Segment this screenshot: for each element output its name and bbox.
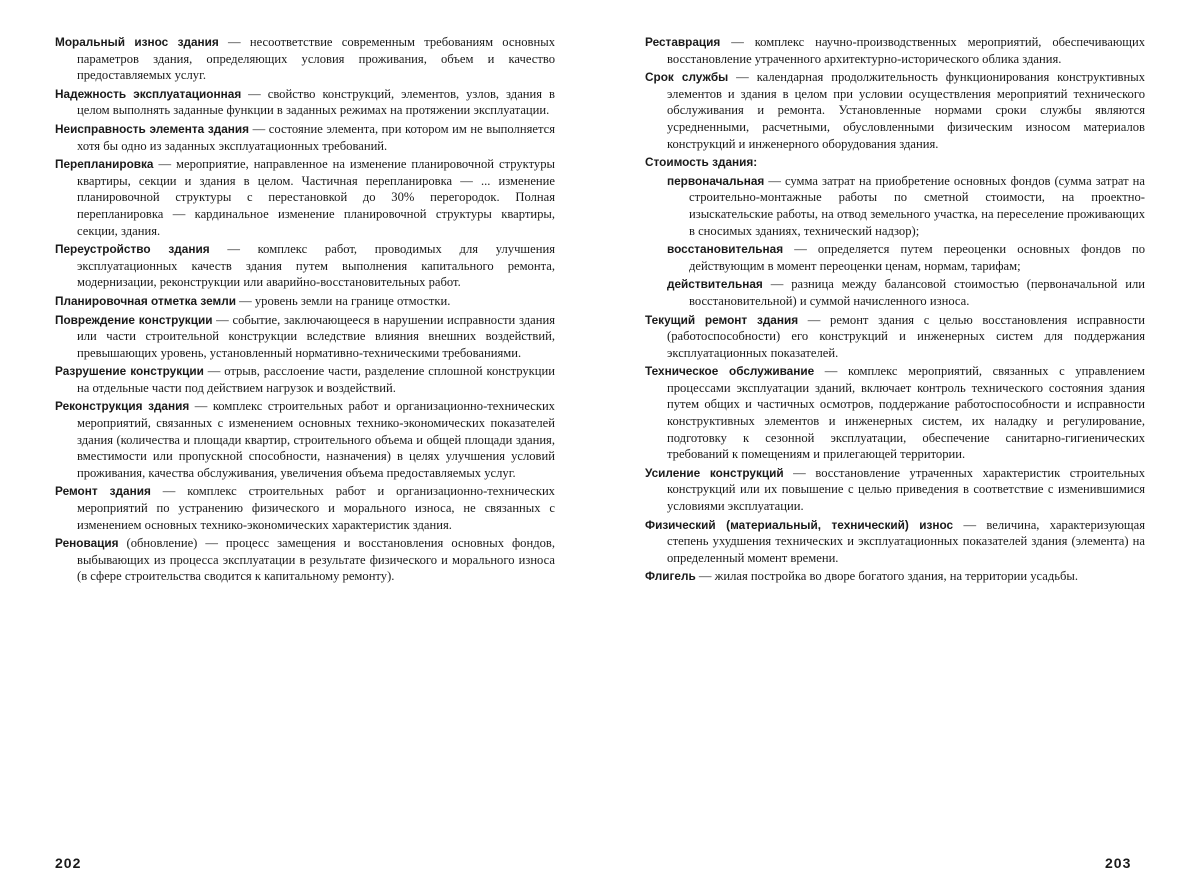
glossary-subentry xyxy=(667,276,1145,309)
entry-definition: — жилая постройка во дворе богатого здания, на территории усадьбы. xyxy=(695,569,1079,584)
entry-term: Техническое обслуживание xyxy=(645,364,815,379)
glossary-entry xyxy=(55,241,555,291)
entry-term: Планировочная отметка земли xyxy=(55,293,236,308)
entry-definition: (обновление) — процесс замещения и восстановления основных фондов, выбывающих из процесса эксплуатации в результате физического и морального износа (в сфере строительства сводится к капитальному ремонту). xyxy=(77,536,555,584)
entry-definition: — свойство конструкций, элементов, узлов, здания в целом выполнять заданные функции в заданных режимах на протяжении эксплуатации. xyxy=(77,86,555,118)
glossary-entry xyxy=(645,312,1145,362)
entry-term: Стоимость здания: xyxy=(645,155,758,170)
glossary-entry xyxy=(55,34,555,84)
glossary-entry xyxy=(645,34,1145,67)
entry-definition: — событие, заключающееся в нарушении исправности здания или части строительной конструкции вследствие влияния внешних воздействий, превышающих уровень, установленный нормативно-техническими требованиями. xyxy=(77,312,555,360)
entry-definition: — восстановление утраченных характеристик строительных конструкций или их повышение с целью приведения в соответствие с изменившимися условиями эксплуатации. xyxy=(667,465,1145,514)
entry-definition: — уровень земли на границе отмостки. xyxy=(235,293,451,308)
glossary-entry xyxy=(55,398,555,481)
glossary-entry xyxy=(55,483,555,533)
glossary-entry xyxy=(55,86,555,119)
right-page xyxy=(645,34,1145,587)
entry-definition: — отрыв, расслоение части, разделение сплошной конструкции на отдельные части под действием нагрузок и воздействий. xyxy=(77,364,555,395)
entry-term: Надежность эксплуатационная xyxy=(55,86,242,101)
page-number-right: 203 xyxy=(1105,855,1132,871)
glossary-entry xyxy=(645,568,1145,585)
glossary-entry xyxy=(645,154,1145,171)
entry-definition: — комплекс научно-производственных мероприятий, обеспечивающих восстановление утраченного архитектурно-исторического облика здания. xyxy=(667,35,1145,66)
glossary-subentry xyxy=(667,173,1145,239)
entry-term: Флигель xyxy=(645,569,696,584)
entry-definition: — комплекс работ, проводимых для улучшения эксплуатационных качеств здания путем выполнения капитального ремонта, модернизации, реконструкции или аварийно-восстановительных работ. xyxy=(77,242,555,290)
subentry-term: восстановительная xyxy=(667,242,784,257)
glossary-entry xyxy=(645,69,1145,152)
entry-definition: — комплекс строительных работ и организационно-технических мероприятий по устранению физического и морального износа, не связанных с изменением основных технико-экономических характеристик здания. xyxy=(77,484,555,532)
entry-term: Повреждение конструкции xyxy=(55,312,213,327)
entry-term: Неисправность элемента здания xyxy=(55,121,250,136)
entry-definition: — ремонт здания с целью восстановления исправности (работоспособности) его конструкций и инженерных систем для поддержания эксплуатационных показателей. xyxy=(667,312,1145,360)
entry-term: Перепланировка xyxy=(55,157,154,172)
subentry-definition: — разница между балансовой стоимостью (первоначальной или восстановительной) и суммой начисленного износа. xyxy=(689,277,1145,308)
glossary-entry xyxy=(55,156,555,239)
glossary-subentry xyxy=(667,241,1145,274)
entry-term: Срок службы xyxy=(645,70,729,85)
entry-definition: — комплекс мероприятий, связанных с управлением процессами эксплуатации зданий, включает контроль технического состояния здания путем общих и частичных осмотров, поддержание работоспособности и исправности конструктивных элементов и инженерных систем, их наладку и регулирование, подготовку к сезонной эксплуатации, обеспечение санитарно-гигиенических требований к помещениям и прилегающей территории. xyxy=(667,364,1145,462)
glossary-entry xyxy=(55,535,555,585)
subentry-definition: — сумма затрат на приобретение основных фондов (сумма затрат на строительно-монтажные работы по сметной стоимости, на проектно-изыскательские работы, на отвод земельного участка, на переселение проживающих в сносимых зданиях, технический надзор); xyxy=(689,173,1145,238)
glossary-entry xyxy=(55,363,555,396)
entry-definition: — состояние элемента, при котором им не выполняется хотя бы одно из заданных эксплуатационных требований. xyxy=(77,121,555,153)
entry-term: Текущий ремонт здания xyxy=(645,312,799,327)
glossary-entry xyxy=(645,517,1145,567)
glossary-entry xyxy=(55,293,555,310)
entry-definition: — комплекс строительных работ и организационно-технических мероприятий, связанных с изменением основных технико-экономических показателей здания (количества и площади квартир, строительного объема и общей площади здания, вместимости или пропускной способности, назначения) в целях улучшения условий проживания, качества обслуживания, увеличения объема предоставляемых услуг. xyxy=(77,399,555,480)
entry-term: Переустройство здания xyxy=(55,242,210,257)
glossary-entry xyxy=(645,363,1145,463)
entry-term: Реконструкция здания xyxy=(55,399,190,414)
entry-term: Усиление конструкций xyxy=(645,465,784,480)
subentry-term: первоначальная xyxy=(667,173,765,188)
glossary-entry xyxy=(645,465,1145,515)
subentry-term: действительная xyxy=(667,277,763,292)
entry-term: Физический (материальный, технический) износ xyxy=(645,517,954,532)
entry-term: Разрушение конструкции xyxy=(55,364,204,379)
subentry-definition: — определяется путем переоценки основных фондов по действующим в момент переоценки ценам, нормам, тарифам; xyxy=(689,242,1145,273)
glossary-entry xyxy=(55,312,555,362)
entry-term: Реновация xyxy=(55,536,119,551)
entry-definition: — мероприятие, направленное на изменение планировочной структуры квартиры, секции и здания в целом. Частичная перепланировка — ... изменение планировочной структуры с перестановкой до 30% перегородок. Полная перепланировка — кардинальное изменение планировочной структуры квартиры, секции, здания. xyxy=(77,157,555,238)
entry-definition: — несоответствие современным требованиям основных параметров здания, определяющих условия проживания, объем и качество предоставляемых услуг. xyxy=(77,35,555,83)
entry-term: Реставрация xyxy=(645,35,721,49)
page-number-left: 202 xyxy=(55,855,82,871)
entry-term: Ремонт здания xyxy=(55,484,151,499)
entry-definition: — величина, характеризующая степень ухудшения технических и эксплуатационных показателей здания (элемента) на определенный момент времени. xyxy=(667,517,1145,565)
entry-term: Моральный износ здания xyxy=(55,35,219,49)
entry-definition: — календарная продолжительность функционирования конструктивных элементов и здания в целом при условии осуществления мероприятий технического обслуживания и ремонта. Установленные нормами сроки службы являются усредненными, расчетными, обусловленными физическим износом материалов конструкций и инженерного оборудования здания. xyxy=(667,70,1145,151)
left-page xyxy=(55,34,555,587)
glossary-entry xyxy=(55,121,555,154)
